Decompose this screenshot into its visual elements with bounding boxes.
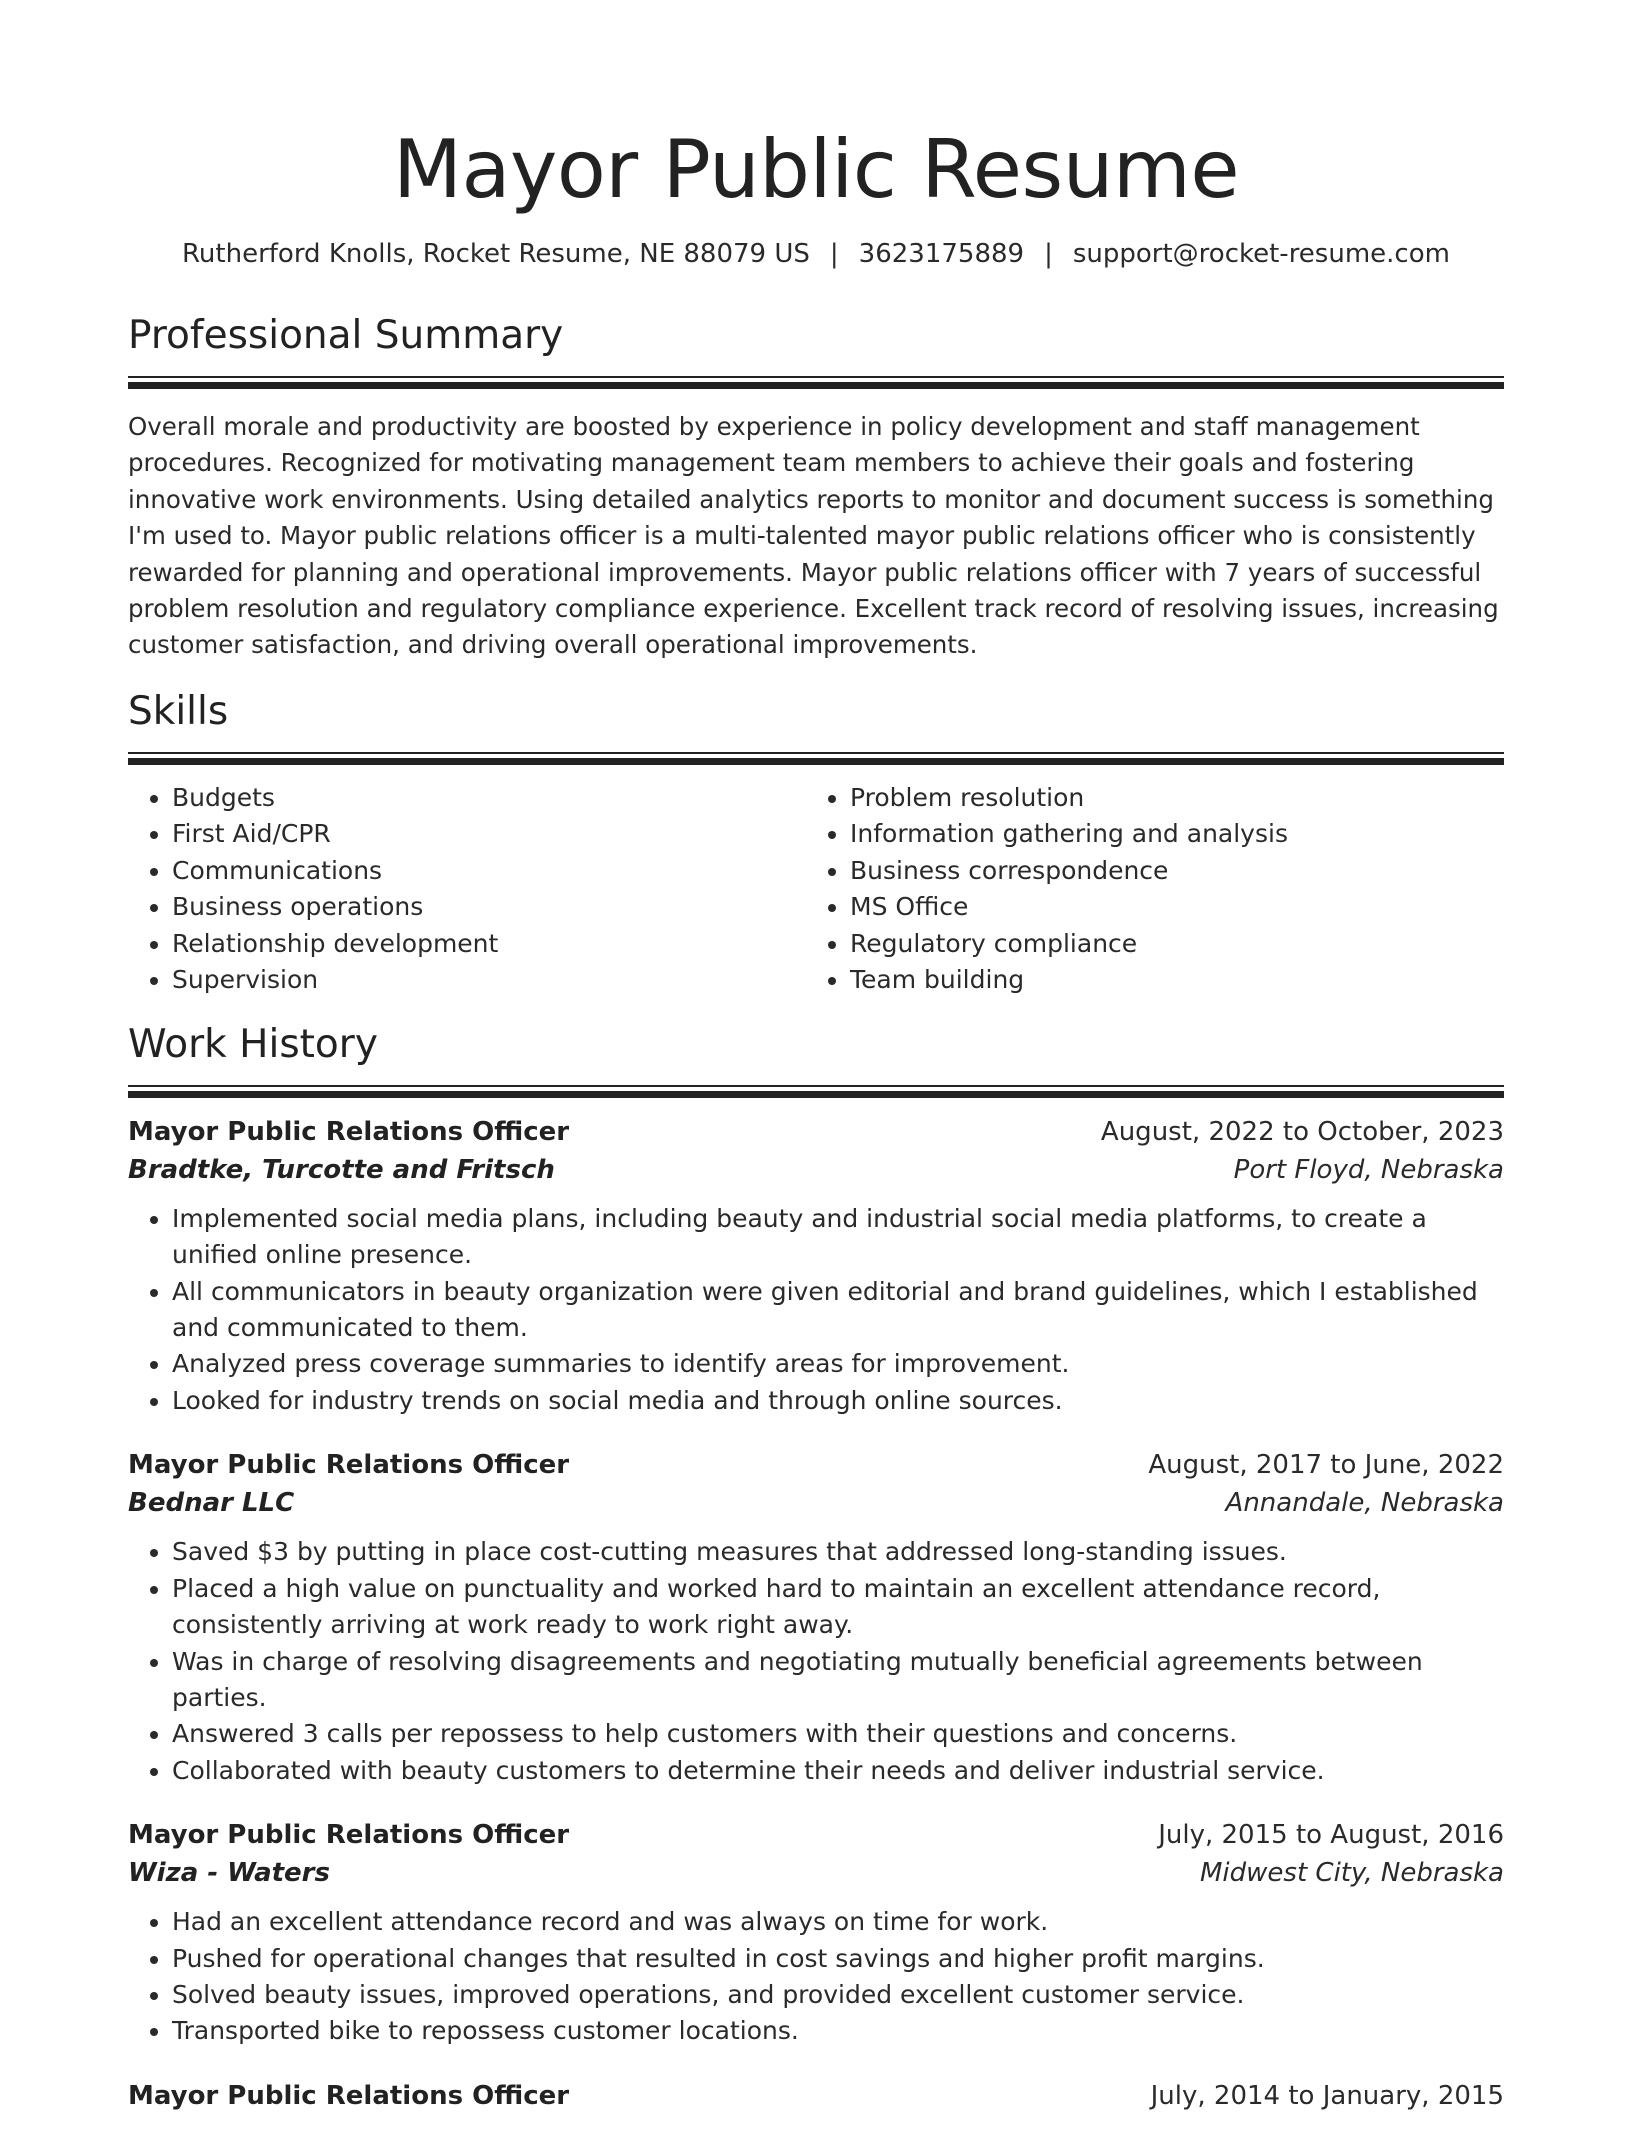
resume-name: Mayor Public Resume [392, 123, 1240, 216]
section-title-work-history: Work History [128, 1021, 378, 1067]
skills-list-right [806, 780, 1484, 999]
skill-item: • Team building [850, 962, 1484, 999]
skill-item: • Regulatory compliance [850, 926, 1484, 963]
section-title-summary: Professional Summary [128, 313, 564, 358]
job-title: Mayor Public Relations Officer [128, 1450, 570, 1481]
contact-email[interactable]: support@rocket-resume.com [1072, 239, 1450, 269]
job-bullet: • Saved $3 by putting in place cost-cutting measures that addressed long-standing issues. [172, 1534, 1504, 1570]
skill-item: • Problem resolution [850, 780, 1484, 817]
job-bullet: • Looked for industry trends on social media and through online sources. [172, 1383, 1504, 1419]
job-subheader [128, 1151, 1504, 1189]
skills-list-left [128, 780, 806, 999]
contact-phone: 3623175889 [858, 239, 1025, 269]
job-subheader [128, 1854, 1504, 1892]
job-bullet: • Was in charge of resolving disagreements and negotiating mutually beneficial agreements between parties. [172, 1644, 1504, 1717]
contact-separator: | [1044, 239, 1053, 269]
job-company: Bradtke, Turcotte and Fritsch [128, 1154, 555, 1185]
section-divider [128, 752, 1504, 766]
section-divider [128, 376, 1504, 390]
skill-item: • Budgets [172, 780, 806, 817]
skill-item: • Relationship development [172, 926, 806, 963]
summary-section [128, 310, 1504, 664]
job-location: Midwest City, Nebraska [1199, 1858, 1504, 1889]
skill-item: • Business correspondence [850, 853, 1484, 890]
job-bullet: • Had an excellent attendance record and was always on time for work. [172, 1904, 1504, 1940]
job-bullet: • All communicators in beauty organization were given editorial and brand guidelines, which I established and communicated to them. [172, 1274, 1504, 1347]
skill-item: • MS Office [850, 889, 1484, 926]
job-bullet: • Pushed for operational changes that resulted in cost savings and higher profit margins. [172, 1941, 1504, 1977]
job-title: Mayor Public Relations Officer [128, 2080, 570, 2111]
skill-item: • Business operations [172, 889, 806, 926]
job-header [128, 1446, 1504, 1484]
job-subheader [128, 1484, 1504, 1522]
job-entry [128, 1446, 1504, 1789]
job-dates: July, 2014 to January, 2015 [1150, 2080, 1504, 2111]
job-bullet: • Transported bike to repossess customer locations. [172, 2013, 1504, 2049]
job-company: Bednar LLC [128, 1488, 295, 1519]
job-dates: August, 2022 to October, 2023 [1100, 1116, 1504, 1147]
section-divider [128, 1085, 1504, 1099]
job-bullet: • Placed a high value on punctuality and worked hard to maintain an excellent attendance record, consistently arriving at work ready to work right away. [172, 1571, 1504, 1644]
job-bullet-list [128, 1534, 1504, 1789]
job-header [128, 1113, 1504, 1151]
job-header [128, 1816, 1504, 1854]
job-dates: July, 2015 to August, 2016 [1158, 1820, 1504, 1851]
job-header [128, 2077, 1504, 2115]
job-title: Mayor Public Relations Officer [128, 1116, 570, 1147]
job-entry [128, 1816, 1504, 2050]
job-bullet: • Collaborated with beauty customers to determine their needs and deliver industrial service. [172, 1753, 1504, 1789]
contact-address: Rutherford Knolls, Rocket Resume, NE 88079 US [182, 239, 810, 269]
contact-separator: | [829, 239, 839, 269]
job-entry [128, 1113, 1504, 1419]
job-entry [128, 2077, 1504, 2115]
skill-item: • Information gathering and analysis [850, 816, 1484, 853]
job-location: Port Floyd, Nebraska [1233, 1154, 1504, 1185]
skills-section [128, 686, 1504, 999]
job-company: Wiza - Waters [128, 1858, 330, 1889]
job-bullet: • Implemented social media plans, including beauty and industrial social media platforms, to create a unified online presence. [172, 1201, 1504, 1274]
job-bullet: • Solved beauty issues, improved operations, and provided excellent customer service. [172, 1977, 1504, 2013]
skill-item: • Supervision [172, 962, 806, 999]
resume-header [128, 122, 1504, 272]
work-history-section [128, 1019, 1504, 2115]
job-dates: August, 2017 to June, 2022 [1148, 1450, 1504, 1481]
job-bullet: • Answered 3 calls per repossess to help customers with their questions and concerns. [172, 1716, 1504, 1752]
contact-line [128, 236, 1504, 272]
job-title: Mayor Public Relations Officer [128, 1820, 570, 1851]
job-bullet-list [128, 1904, 1504, 2050]
skills-columns [128, 780, 1504, 999]
skill-item: • First Aid/CPR [172, 816, 806, 853]
resume-page [128, 0, 1504, 2142]
skill-item: • Communications [172, 853, 806, 890]
job-list [128, 1113, 1504, 2115]
job-bullet-list [128, 1201, 1504, 1419]
job-bullet: • Analyzed press coverage summaries to identify areas for improvement. [172, 1346, 1504, 1382]
summary-text: Overall morale and productivity are boosted by experience in policy development and staff management procedures. Recognized for motivating management team members to achieve their goals and fostering innovative work environments. Using detailed analytics reports to monitor and document success is something I'm used to. Mayor public relations officer is a multi-talented mayor public relations officer who is consistently rewarded for planning and operational improvements. Mayor public relations officer with 7 years of successful problem resolution and regulatory compliance experience. Excellent track record of resolving issues, increasing customer satisfaction, and driving overall operational improvements. [128, 412, 1499, 660]
section-title-skills: Skills [128, 688, 229, 734]
job-location: Annandale, Nebraska [1225, 1488, 1504, 1519]
